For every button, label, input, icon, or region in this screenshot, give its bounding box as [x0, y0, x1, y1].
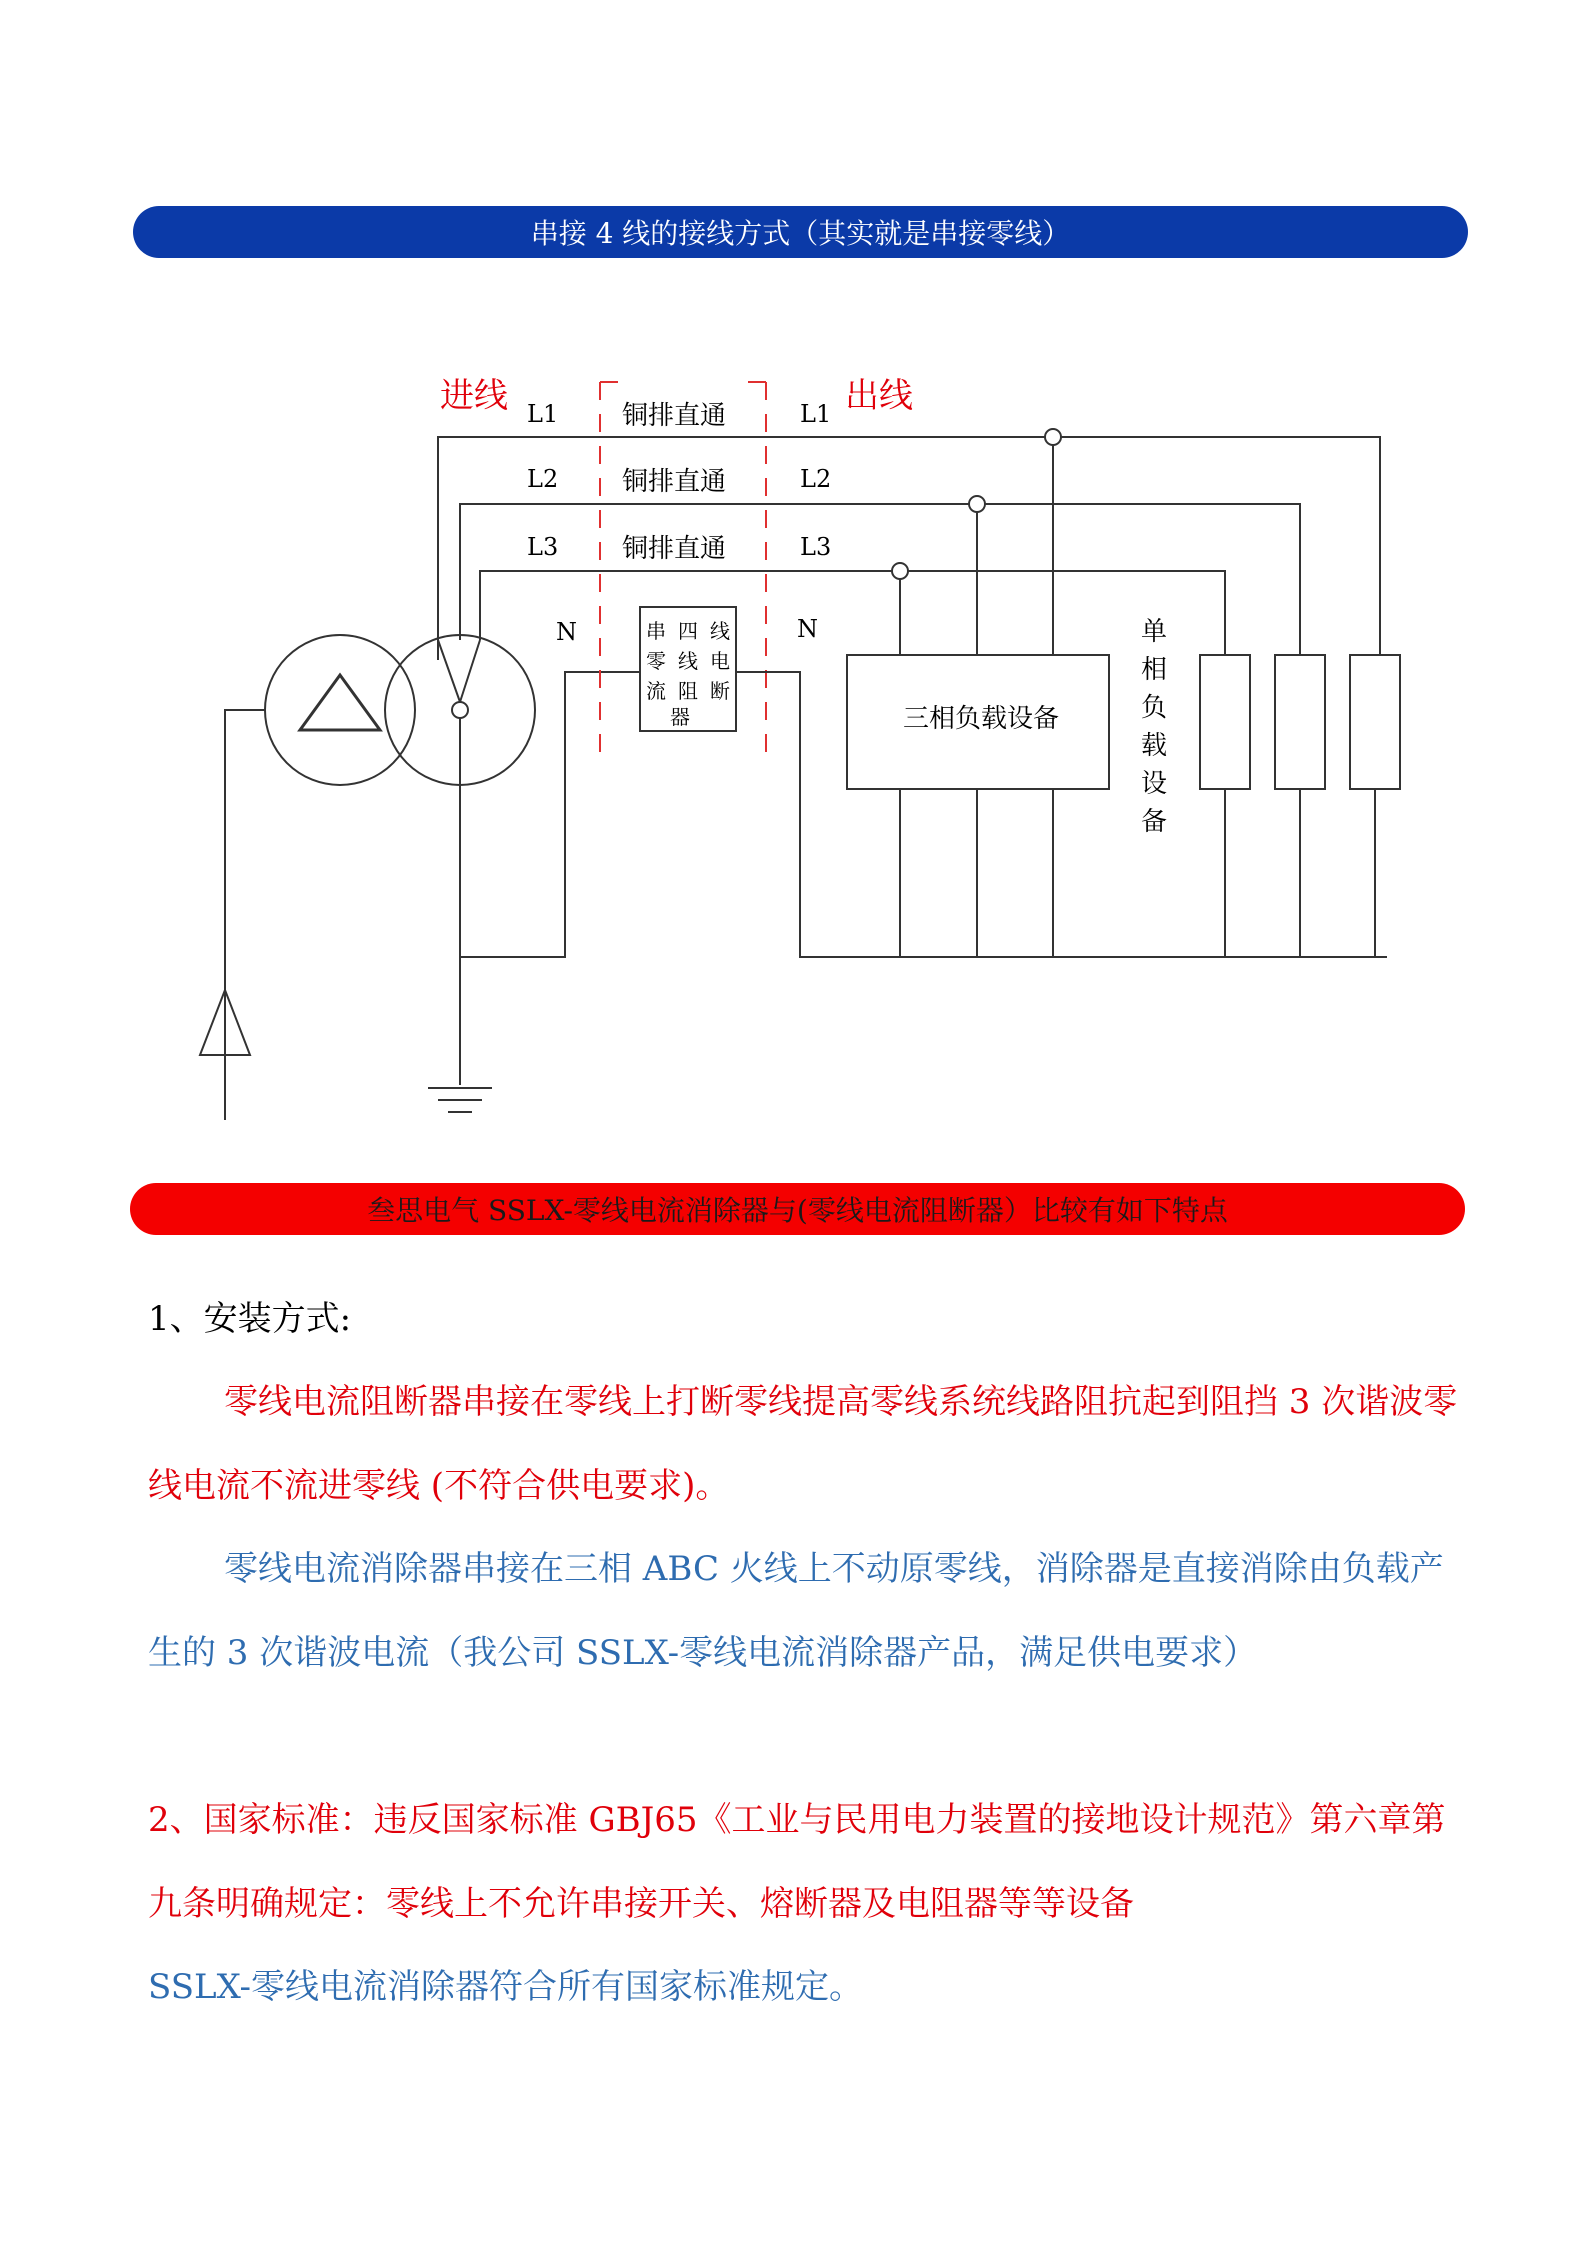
single-phase-load-char: 相 [1141, 655, 1168, 685]
blocker-char: 器 [670, 705, 690, 729]
transformer-primary-circle [265, 635, 415, 785]
outgoing-label: 出线 [845, 376, 913, 416]
section-1-blue-paragraph: 零线电流消除器串接在三相 ABC 火线上不动原零线，消除器是直接消除由负载产生的 3 次谐波电流（我公司 SSLX-零线电流消除器产品，满足供电要求） [148, 1549, 1444, 1673]
copper-bar-label-1: 铜排直通 [622, 401, 727, 431]
blocker-char: 阻 [678, 679, 698, 703]
section-2-blue-paragraph: SSLX-零线电流消除器符合所有国家标准规定。 [148, 1967, 864, 2007]
incoming-line-l2: L2 [527, 465, 559, 493]
single-phase-load-char: 设 [1141, 769, 1168, 799]
line-l1 [438, 437, 1380, 660]
single-phase-load-3 [1350, 655, 1400, 789]
single-phase-load-char: 单 [1141, 617, 1168, 647]
line-l3 [480, 571, 1225, 660]
outgoing-line-l2: L2 [800, 465, 832, 493]
compare-banner-text: 叁思电气 SSLX-零线电流消除器与(零线电流阻断器）比较有如下特点 [367, 1194, 1228, 1227]
blocker-char: 线 [710, 619, 730, 643]
header-banner-text: 串接 4 线的接线方式（其实就是串接零线） [530, 217, 1071, 250]
single-phase-load-1 [1200, 655, 1250, 789]
blocker-char: 零 [646, 649, 666, 673]
wye-center-icon [452, 702, 468, 718]
blocker-char: 断 [710, 679, 730, 703]
three-phase-load-label: 三相负载设备 [903, 704, 1060, 734]
header-banner [133, 206, 1468, 258]
delta-symbol-icon [300, 675, 380, 730]
blocker-char: 电 [710, 649, 730, 673]
copper-bar-label-2: 铜排直通 [622, 467, 727, 497]
outgoing-line-n: N [797, 615, 818, 643]
blocker-char: 四 [678, 619, 698, 643]
blocker-char: 串 [646, 619, 666, 643]
single-phase-load-char: 备 [1141, 807, 1168, 837]
section-1-red-paragraph: 零线电流阻断器串接在零线上打断零线提高零线系统线路阻抗起到阻挡 3 次谐波零线电流不流进零线 (不符合供电要求)。 [148, 1382, 1458, 1506]
outgoing-line-l1: L1 [800, 400, 832, 428]
single-phase-load-char: 负 [1141, 693, 1168, 723]
copper-bar-label-3: 铜排直通 [622, 534, 727, 564]
blocker-char: 流 [646, 679, 666, 703]
incoming-line-l3: L3 [527, 533, 559, 561]
incoming-line-l1: L1 [527, 400, 559, 428]
blocker-char: 线 [678, 649, 698, 673]
section-1-heading: 1、安装方式: [148, 1299, 352, 1339]
compare-banner [130, 1183, 1465, 1235]
wiring-diagram [0, 340, 1587, 1140]
incoming-line-n: N [556, 618, 577, 646]
single-phase-load-2 [1275, 655, 1325, 789]
outgoing-line-l3: L3 [800, 533, 832, 561]
incoming-label: 进线 [440, 376, 508, 416]
section-2-red-paragraph: 2、国家标准：违反国家标准 GBJ65《工业与民用电力装置的接地设计规范》第六章第九条明确规定：零线上不允许串接开关、熔断器及电阻器等等设备 [148, 1800, 1446, 1924]
single-phase-load-char: 载 [1141, 731, 1168, 761]
line-l2 [460, 504, 1300, 660]
